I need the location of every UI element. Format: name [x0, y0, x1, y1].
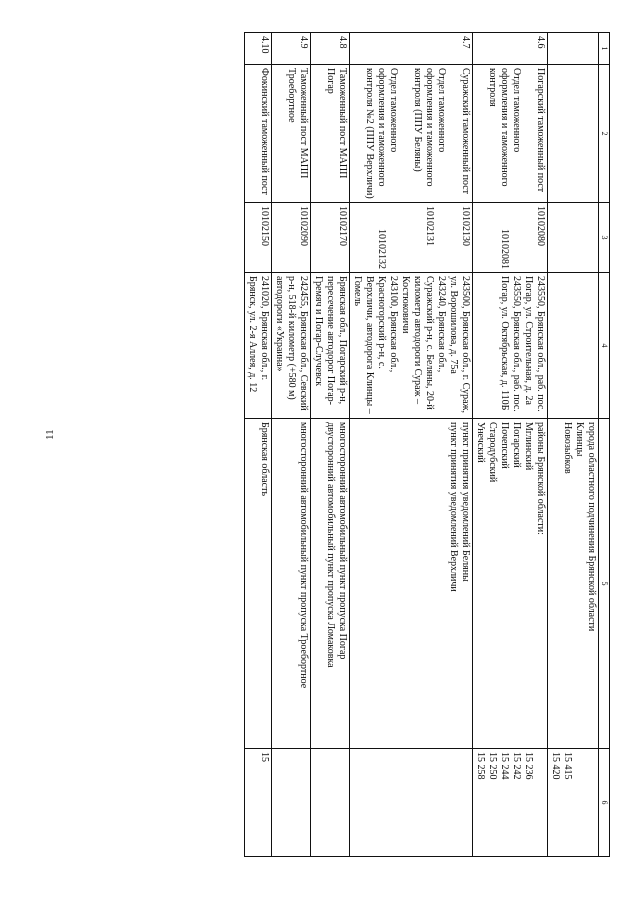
address-cell: 242455, Брянская обл., Севский р-н, 518-й километр (+580 м) автодороги «Украина» — [272, 273, 311, 419]
table-row — [272, 33, 311, 857]
row-number: 4.6 — [473, 33, 548, 65]
table-row — [473, 33, 548, 857]
row-number: 4.7 — [350, 33, 473, 65]
jurisdiction-cell: районы Брянской области: Мглинский Погарский Почепский Стародубский Унечский — [473, 419, 548, 749]
table-row — [548, 33, 599, 857]
row-number: 4.8 — [311, 33, 350, 65]
okato-cell: 15 236 15 242 15 244 15 250 15 258 — [473, 749, 548, 857]
column-number: 2 — [599, 65, 610, 203]
column-number: 6 — [599, 749, 610, 857]
column-number: 5 — [599, 419, 610, 749]
post-name-cell: Суражский таможенный пост Отдел таможенного оформления и таможенного контроля (ППУ Беляны) Отдел таможенного оформления и таможенного контроля №2 (ППУ Верхличи) — [350, 65, 473, 203]
table-row — [311, 33, 350, 857]
okato-cell: 15 — [245, 749, 272, 857]
table-row — [350, 33, 473, 857]
column-number: 1 — [599, 33, 610, 65]
address-cell: 241020, Брянская обл., г. Брянск, ул. 2-я Аллея, д. 12 — [245, 273, 272, 419]
page-number: 11 — [44, 429, 56, 440]
jurisdiction-cell: города областного подчинения Брянской области Клинцы Новозыбков — [548, 419, 599, 749]
row-number: 4.9 — [272, 33, 311, 65]
jurisdiction-cell: пункт принятия уведомлений Беляны пункт принятия уведомлений Верхличи — [350, 419, 473, 749]
jurisdiction-cell: Брянская область — [245, 419, 272, 749]
post-name-cell: Таможенный пост МАПП Троебортное — [272, 65, 311, 203]
jurisdiction-cell: многосторонний автомобильный пункт пропуска Троебортное — [272, 419, 311, 749]
okato-cell: 15 415 15 420 — [548, 749, 599, 857]
jurisdiction-cell: многосторонний автомобильный пункт пропуска Погар двусторонний автомобильный пункт пропуска Ломаковка — [311, 419, 350, 749]
post-name-cell: Погарский таможенный пост Отдел таможенного оформления и таможенного контроля — [473, 65, 548, 203]
code-cell: 10102080 10102081 — [473, 203, 548, 273]
address-cell: 243550, Брянская обл., раб. пос. Погар, ул. Строительная, д. 2а 243550, Брянская обл., раб. пос. Погар, ул. Октябрьская, д. 110Б — [473, 273, 548, 419]
code-cell: 10102090 — [272, 203, 311, 273]
table-row — [245, 33, 272, 857]
code-cell: 10102150 — [245, 203, 272, 273]
address-cell: Брянская обл., Погарский р-н, пересечение автодорог Погар-Гремяч и Погар-Случевск — [311, 273, 350, 419]
column-number: 4 — [599, 273, 610, 419]
code-cell: 10102130 10102131 10102132 — [350, 203, 473, 273]
post-name-cell: Таможенный пост МАПП Погар — [311, 65, 350, 203]
address-cell: 243500, Брянская обл., г. Сураж, ул. Ворошилова, д. 75а 243240, Брянская обл., Суражский р-н, с. Беляны, 20-й километр автодороги Сураж – Костюковичи 243100, Брянская обл., Красногорский р-н, с. Верхличи, автодорога Клинцы – Гомель — [350, 273, 473, 419]
row-number: 4.10 — [245, 33, 272, 65]
column-number: 3 — [599, 203, 610, 273]
customs-table — [80, 32, 610, 856]
column-numbers-row — [599, 33, 610, 857]
post-name-cell: Фокинский таможенный пост — [245, 65, 272, 203]
code-cell: 10102170 — [311, 203, 350, 273]
